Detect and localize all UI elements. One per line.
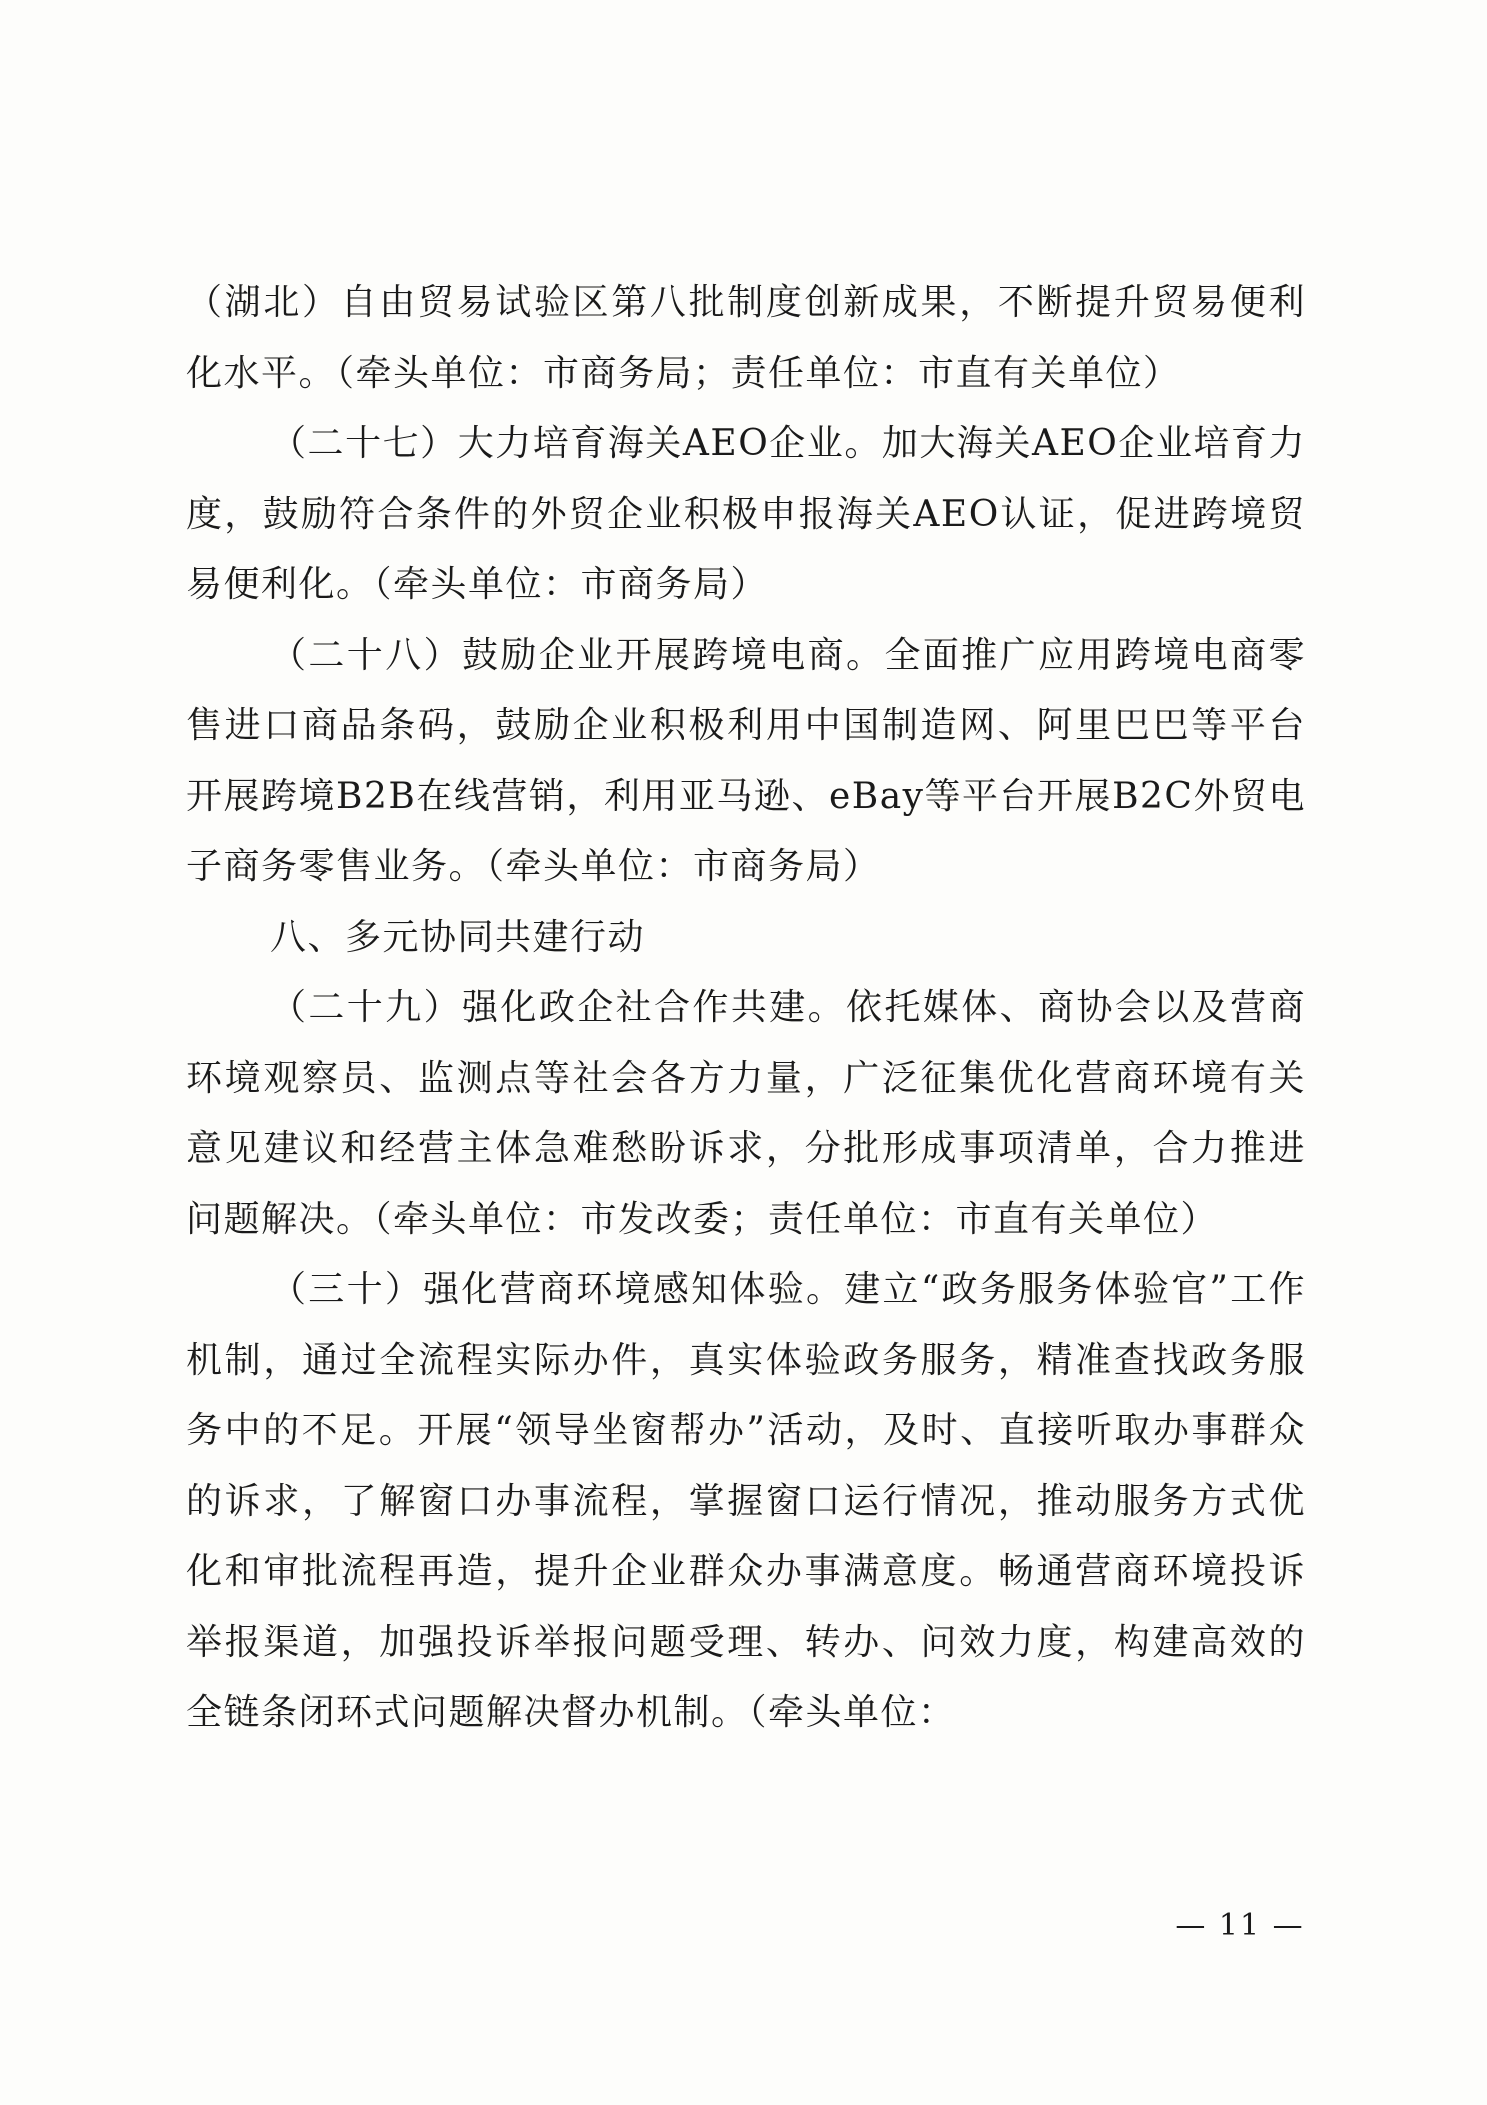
paragraph-item-28: （二十八）鼓励企业开展跨境电商。全面推广应用跨境电商零售进口商品条码，鼓励企业积极利用中国制造网、阿里巴巴等平台开展跨境B2B在线营销，利用亚马逊、eBay等平台开展B2C外贸电子商务零售业务。（牵头单位：市商务局） bbox=[186, 634, 1306, 887]
page-number: — 11 — bbox=[1175, 1908, 1305, 1943]
paragraph-item-29: （二十九）强化政企社合作共建。依托媒体、商协会以及营商环境观察员、监测点等社会各方力量，广泛征集优化营商环境有关意见建议和经营主体急难愁盼诉求，分批形成事项清单，合力推进问题解决。（牵头单位：市发改委；责任单位：市直有关单位） bbox=[186, 987, 1306, 1240]
paragraph-item-27: （二十七）大力培育海关AEO企业。加大海关AEO企业培育力度，鼓励符合条件的外贸企业积极申报海关AEO认证，促进跨境贸易便利化。（牵头单位：市商务局） bbox=[186, 423, 1306, 605]
paragraph-item-30: （三十）强化营商环境感知体验。建立“政务服务体验官”工作机制，通过全流程实际办件，真实体验政务服务，精准查找政务服务中的不足。开展“领导坐窗帮办”活动，及时、直接听取办事群众的诉求，了解窗口办事流程，掌握窗口运行情况，推动服务方式优化和审批流程再造，提升企业群众办事满意度。畅通营商环境投诉举报渠道，加强投诉举报问题受理、转办、问效力度，构建高效的全链条闭环式问题解决督办机制。（牵头单位： bbox=[186, 1269, 1306, 1733]
document-body bbox=[186, 268, 1306, 1749]
section-heading: 八、多元协同共建行动 bbox=[270, 916, 646, 958]
paragraph-continuation: （湖北）自由贸易试验区第八批制度创新成果，不断提升贸易便利化水平。（牵头单位：市商务局；责任单位：市直有关单位） bbox=[186, 282, 1306, 394]
